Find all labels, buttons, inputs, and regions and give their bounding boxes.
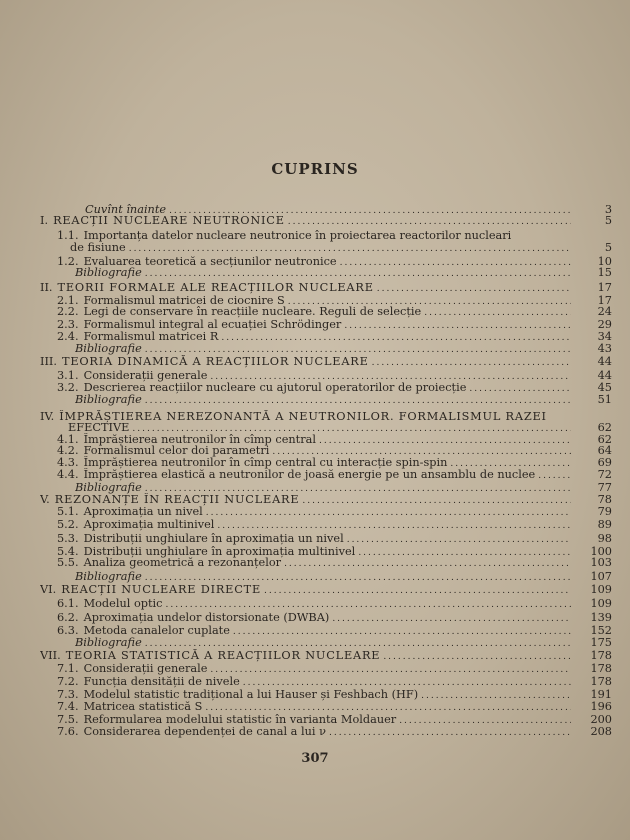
toc-entry-label: REZONANȚE ÎN REACȚII NUCLEARE [54, 493, 300, 506]
toc-entry-label: Modelul optic [83, 597, 163, 610]
toc-entry-page: 29 [597, 318, 612, 331]
toc-entry-number: III. [40, 355, 57, 368]
toc-entry [57, 611, 574, 624]
toc-entry-number: 1.1. [57, 229, 79, 242]
toc-entry-label: Modelul statistic tradițional a lui Hauser și Feshbach (HF) [83, 688, 419, 701]
toc-entry [40, 583, 574, 596]
toc-entry [57, 675, 574, 688]
toc-entry-number: 7.1. [57, 662, 79, 675]
toc-leader-dots [329, 727, 571, 738]
toc-entry-label: ÎMPRĂȘTIEREA NEREZONANTĂ A NEUTRONILOR. FORMALISMUL RAZEI [59, 410, 547, 423]
toc-entry-label: Formalismul matricei de ciocnire S [83, 294, 285, 307]
toc-leader-dots [206, 507, 571, 518]
toc-entry-number: 6.1. [57, 597, 79, 610]
toc-entry [75, 570, 574, 583]
toc-entry-number: 3.1. [57, 369, 79, 382]
toc-entry-number: 7.2. [57, 675, 79, 688]
toc-entry-number: 2.3. [57, 318, 79, 331]
toc-entry-page: 45 [597, 381, 612, 394]
toc-entry-page: 178 [590, 675, 612, 688]
toc-entry [57, 725, 574, 738]
toc-entry-page: 44 [597, 369, 612, 382]
toc-entry-page: 89 [597, 518, 612, 531]
toc-entry-label: Reformularea modelului statistic în varianta Moldauer [83, 713, 397, 726]
toc-entry-page: 107 [590, 570, 612, 583]
toc-leader-dots [347, 534, 571, 545]
toc-entry-page: 51 [597, 393, 612, 406]
toc-entry [75, 393, 574, 406]
toc-leader-dots [424, 307, 571, 318]
toc-leader-dots [372, 357, 571, 368]
toc-entry-label: Bibliografie [75, 570, 142, 583]
toc-entry-page: 10 [597, 255, 612, 268]
toc-entry-label: Matricea statistică S [83, 700, 203, 713]
toc-leader-dots [145, 268, 571, 279]
toc-entry-label: Considerarea dependenței de canal a lui ν [83, 725, 326, 738]
toc-entry-number: 6.3. [57, 624, 79, 637]
toc-entry-page: 72 [597, 468, 612, 481]
toc-leader-dots [332, 613, 571, 624]
toc-entry-number: 2.4. [57, 330, 79, 343]
toc-entry-page: 103 [590, 556, 612, 569]
toc-entry [70, 241, 574, 254]
toc-entry-label: Descrierea reacțiilor nucleare cu ajutorul operatorilor de proiecție [83, 381, 467, 394]
toc-entry-number: VII. [40, 649, 61, 662]
toc-entry-number: 5.4. [57, 545, 79, 558]
toc-entry-page: 62 [597, 421, 612, 434]
toc-leader-dots [243, 677, 571, 688]
toc-entry-label: Cuvînt înainte [85, 203, 167, 216]
toc-entry [57, 505, 574, 518]
toc-entry-page: 17 [597, 294, 612, 307]
toc-entry-page: 17 [597, 281, 612, 294]
toc-entry-page: 34 [597, 330, 612, 343]
toc-entry-label: Formalismul matricei R [83, 330, 219, 343]
toc-entry-label: REACȚII NUCLEARE NEUTRONICE [53, 214, 285, 227]
toc-entry [40, 214, 574, 227]
toc-entry [57, 532, 574, 545]
toc-entry-number: IV. [40, 410, 55, 423]
toc-entry-page: 175 [590, 636, 612, 649]
toc-entry [57, 518, 574, 531]
toc-leader-dots [129, 243, 571, 254]
toc-entry [57, 468, 574, 481]
toc-entry-number: 5.3. [57, 532, 79, 545]
toc-entry-label: TEORIA STATISTICĂ A REACȚIILOR NUCLEARE [65, 649, 381, 662]
toc-entry [57, 305, 574, 318]
toc-entry-number: 5.5. [57, 556, 79, 569]
toc-entry-number: 1.2. [57, 255, 79, 268]
toc-entry-page: 109 [590, 597, 612, 610]
toc-entry-number: 4.1. [57, 433, 79, 446]
toc-entry-label: Împrăștierea neutronilor în cîmp central [83, 433, 316, 446]
toc-leader-dots [288, 216, 571, 227]
toc-entry-number: I. [40, 214, 49, 227]
toc-entry-page: 78 [597, 493, 612, 506]
toc-entry-label: Funcția densității de nivele [83, 675, 240, 688]
toc-entry-number: VI. [40, 583, 57, 596]
toc-leader-dots [145, 638, 571, 649]
toc-entry-page: 208 [590, 725, 612, 738]
toc-leader-dots [284, 558, 571, 569]
page-title: CUPRINS [271, 160, 359, 178]
toc-entry-number: 2.2. [57, 305, 79, 318]
toc-entry-label: Distribuții unghiulare în aproximația multinivel [83, 545, 356, 558]
toc-entry-number: 5.2. [57, 518, 79, 531]
toc-leader-dots [205, 702, 571, 713]
toc-entry-number: 4.2. [57, 444, 79, 457]
toc-leader-dots [165, 599, 571, 610]
toc-entry-page: 191 [590, 688, 612, 701]
toc-leader-dots [217, 520, 571, 531]
toc-entry-number: 4.4. [57, 468, 79, 481]
toc-entry-page: 98 [597, 532, 612, 545]
toc-entry-number: 2.1. [57, 294, 79, 307]
toc-entry-label: Considerații generale [83, 369, 208, 382]
toc-entry-page: 200 [590, 713, 612, 726]
toc-entry-number: 7.4. [57, 700, 79, 713]
toc-entry-label: Împrăștierea neutronilor în cîmp central cu interacție spin-spin [83, 456, 448, 469]
toc-entry-number: 7.5. [57, 713, 79, 726]
toc-entry-page: 69 [597, 456, 612, 469]
toc-entry-label: EFECTIVE [68, 421, 130, 434]
toc-entry-page: 109 [590, 583, 612, 596]
toc-entry [75, 342, 574, 355]
toc-entry-number: V. [40, 493, 50, 506]
toc-entry-label: TEORIA DINAMICĂ A REACȚIILOR NUCLEARE [61, 355, 369, 368]
toc-leader-dots [383, 651, 571, 662]
toc-leader-dots [538, 470, 571, 481]
toc-entry-label: Formalismul integral al ecuației Schrödinger [83, 318, 342, 331]
toc-entry-label: Bibliografie [75, 342, 142, 355]
toc-entry-label: Formalismul celor doi parametri [83, 444, 270, 457]
toc-entry-label: Evaluarea teoretică a secțiunilor neutronice [83, 255, 337, 268]
toc-entry-number: 3.2. [57, 381, 79, 394]
toc-entry-label: de fisiune [70, 241, 126, 254]
toc-entry-number: II. [40, 281, 53, 294]
toc-entry-page: 44 [597, 355, 612, 368]
toc-entry-label: Aproximația undelor distorsionate (DWBA) [83, 611, 330, 624]
toc-entry [57, 556, 574, 569]
toc-entry-label: REACȚII NUCLEARE DIRECTE [61, 583, 262, 596]
toc-entry [57, 597, 574, 610]
toc-entry-page: 79 [597, 505, 612, 518]
toc-leader-dots [145, 572, 571, 583]
toc-entry-page: 178 [590, 649, 612, 662]
toc-entry-label: Bibliografie [75, 636, 142, 649]
toc-entry [57, 700, 574, 713]
toc-entry-page: 100 [590, 545, 612, 558]
toc-entry-label: Analiza geometrică a rezonanțelor [83, 556, 282, 569]
toc-leader-dots [377, 283, 571, 294]
toc-entry-label: Aproximația multinivel [83, 518, 215, 531]
toc-entry-number: 5.1. [57, 505, 79, 518]
toc-entry-page: 152 [590, 624, 612, 637]
toc-entry-page: 3 [604, 203, 612, 216]
toc-entry-page: 24 [597, 305, 612, 318]
toc-entry-label: Legi de conservare în reacțiile nucleare. Reguli de selecție [83, 305, 422, 318]
toc-leader-dots [145, 395, 571, 406]
page-number: 307 [301, 751, 329, 766]
toc-entry-page: 139 [590, 611, 612, 624]
toc-entry-number: 7.3. [57, 688, 79, 701]
toc-entry-page: 196 [590, 700, 612, 713]
toc-entry [75, 636, 574, 649]
toc-entry-label: Bibliografie [75, 481, 142, 494]
toc-entry-page: 43 [597, 342, 612, 355]
toc-entry-label: Bibliografie [75, 266, 142, 279]
toc-leader-dots [210, 664, 571, 675]
toc-entry-page: 77 [597, 481, 612, 494]
toc-entry-number: 6.2. [57, 611, 79, 624]
toc-entry-label: Bibliografie [75, 393, 142, 406]
toc-entry [57, 662, 574, 675]
toc-leader-dots [264, 585, 571, 596]
toc-entry-label: TEORII FORMALE ALE REACȚIILOR NUCLEARE [57, 281, 374, 294]
toc-entry [40, 281, 574, 294]
toc-entry [75, 266, 574, 279]
toc-entry [40, 355, 574, 368]
toc-entry-label: Metoda canalelor cuplate [83, 624, 230, 637]
toc-entry-label: Împrăștierea elastică a neutronilor de joasă energie pe un ansamblu de nuclee [83, 468, 536, 481]
toc-entry-label: Aproximația un nivel [83, 505, 203, 518]
toc-entry-page: 5 [604, 241, 612, 254]
toc-entry-page: 64 [597, 444, 612, 457]
toc-entry-number: 4.3. [57, 456, 79, 469]
toc-entry [40, 649, 574, 662]
toc-entry-label: Considerații generale [83, 662, 208, 675]
toc-entry-label: Distribuții unghiulare în aproximația un nivel [83, 532, 344, 545]
toc-entry-page: 15 [597, 266, 612, 279]
toc-leader-dots [145, 344, 571, 355]
toc-entry-page: 178 [590, 662, 612, 675]
toc-entry-page: 62 [597, 433, 612, 446]
toc-entry-page: 5 [604, 214, 612, 227]
toc-entry-label: Importanța datelor nucleare neutronice în proiectarea reactorilor nucleari [83, 229, 512, 242]
toc-entry-number: 7.6. [57, 725, 79, 738]
